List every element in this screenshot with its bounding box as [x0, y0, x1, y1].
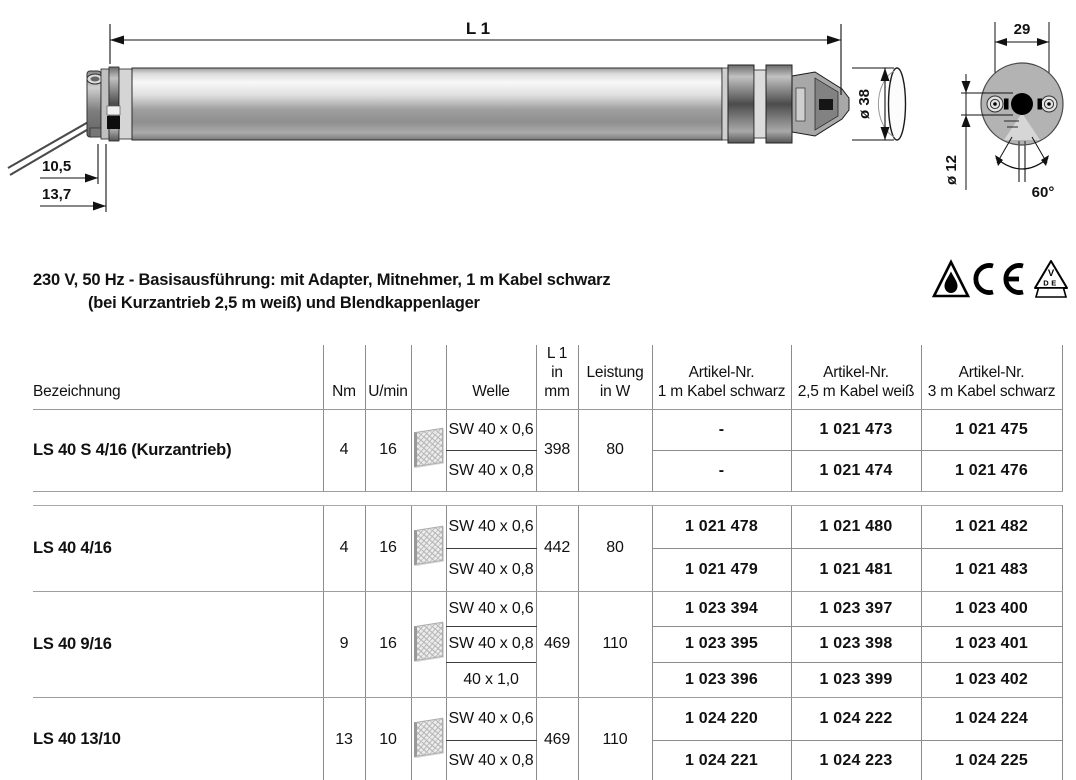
col-header-artikel-3m: Artikel-Nr. 3 m Kabel schwarz: [921, 345, 1062, 409]
motor-tube: [132, 68, 722, 140]
cell-welle: SW 40 x 0,6: [446, 409, 536, 450]
motor-side-view: [87, 65, 906, 143]
cell-artikel-1m: -: [652, 409, 791, 450]
dimension-cable-offsets: [40, 144, 106, 212]
roller-shutter-icon: [414, 526, 443, 566]
cell-artikel-1m: 1 024 221: [652, 740, 791, 780]
svg-text:ø 38: ø 38: [856, 88, 873, 120]
screw-hole: [987, 96, 1003, 112]
table-standard: [33, 505, 1063, 780]
cell-artikel-2-5m: 1 023 399: [791, 662, 921, 697]
cell-welle: SW 40 x 0,8: [446, 450, 536, 491]
dimension-tube-diameter: [852, 68, 894, 140]
roller-shutter-icon: [414, 428, 443, 468]
product-tables: [33, 345, 1062, 780]
cell-artikel-2-5m: 1 021 481: [791, 548, 921, 591]
table-row: [33, 591, 1062, 626]
dimension-angle-60: [995, 137, 1054, 201]
cell-artikel-3m: 1 021 475: [921, 409, 1062, 450]
cell-artikel-1m: 1 023 395: [652, 626, 791, 662]
col-header-artikel-2-5m: Artikel-Nr. 2,5 m Kabel weiß: [791, 345, 921, 409]
cell-artikel-1m: 1 024 220: [652, 697, 791, 740]
svg-text:29: 29: [1013, 21, 1031, 38]
cell-icon: [411, 591, 446, 697]
cell-artikel-1m: 1 021 479: [652, 548, 791, 591]
screw-hole: [1041, 96, 1057, 112]
col-header-leistung: Leistung in W: [578, 345, 652, 409]
cell-welle: SW 40 x 0,8: [446, 626, 536, 662]
spec-intro-line1: 230 V, 50 Hz - Basisausführung: mit Adapter, Mitnehmer, 1 m Kabel schwarz: [33, 271, 611, 289]
cell-artikel-1m: 1 021 478: [652, 505, 791, 548]
svg-text:10,5: 10,5: [42, 158, 72, 175]
cell-l1: 469: [536, 591, 578, 697]
cell-artikel-2-5m: 1 021 474: [791, 450, 921, 491]
cell-artikel-3m: 1 023 400: [921, 591, 1062, 626]
cell-bezeichnung: LS 40 9/16: [33, 591, 323, 697]
cell-bezeichnung: LS 40 4/16: [33, 505, 323, 591]
cell-artikel-3m: 1 023 402: [921, 662, 1062, 697]
cell-artikel-1m: 1 023 394: [652, 591, 791, 626]
table-row: [33, 409, 1062, 450]
cell-leistung: 80: [578, 409, 652, 491]
cell-welle: SW 40 x 0,6: [446, 591, 536, 626]
cell-artikel-2-5m: 1 021 473: [791, 409, 921, 450]
col-header-nm: Nm: [323, 345, 365, 409]
cell-artikel-3m: 1 024 224: [921, 697, 1062, 740]
col-header-welle: Welle: [446, 345, 536, 409]
svg-text:13,7: 13,7: [42, 186, 72, 203]
table-row: [33, 697, 1062, 740]
cell-artikel-2-5m: 1 024 222: [791, 697, 921, 740]
cell-artikel-2-5m: 1 024 223: [791, 740, 921, 780]
cell-icon: [411, 409, 446, 491]
cell-umin: 16: [365, 505, 411, 591]
certification-marks: [930, 257, 1070, 301]
col-header-l1: L 1 in mm: [536, 345, 578, 409]
cell-leistung: 110: [578, 591, 652, 697]
cell-welle: SW 40 x 0,8: [446, 548, 536, 591]
cell-bezeichnung: LS 40 13/10: [33, 697, 323, 780]
splash-water-protection-icon: [934, 262, 968, 296]
vde-mark-icon: [1035, 261, 1067, 297]
cell-l1: 469: [536, 697, 578, 780]
col-header-bezeichnung: Bezeichnung: [33, 345, 323, 409]
svg-text:L 1: L 1: [465, 19, 491, 38]
cell-nm: 4: [323, 505, 365, 591]
cell-nm: 9: [323, 591, 365, 697]
table-kurzantrieb: [33, 345, 1063, 492]
cell-welle: SW 40 x 0,6: [446, 697, 536, 740]
cell-bezeichnung: LS 40 S 4/16 (Kurzantrieb): [33, 409, 323, 491]
motor-end-view: [943, 21, 1063, 201]
svg-text:DE: DE: [1043, 278, 1059, 288]
adapter-ring: [889, 68, 906, 140]
ce-mark-icon: [976, 266, 1023, 293]
cell-artikel-2-5m: 1 023 397: [791, 591, 921, 626]
cell-artikel-2-5m: 1 021 480: [791, 505, 921, 548]
cell-icon: [411, 505, 446, 591]
roller-shutter-icon: [414, 622, 443, 662]
cell-welle: 40 x 1,0: [446, 662, 536, 697]
cell-umin: 16: [365, 591, 411, 697]
roller-shutter-icon: [414, 717, 443, 757]
cell-nm: 4: [323, 409, 365, 491]
cell-l1: 398: [536, 409, 578, 491]
cell-artikel-3m: 1 024 225: [921, 740, 1062, 780]
cell-artikel-1m: -: [652, 450, 791, 491]
svg-text:V: V: [1047, 268, 1055, 279]
spec-intro-line2: (bei Kurzantrieb 2,5 m weiß) und Blendkappenlager: [88, 294, 480, 312]
col-header-artikel-1m: Artikel-Nr. 1 m Kabel schwarz: [652, 345, 791, 409]
cell-artikel-3m: 1 021 482: [921, 505, 1062, 548]
cell-artikel-2-5m: 1 023 398: [791, 626, 921, 662]
shaft-center: [1011, 93, 1033, 115]
col-header-icon: [411, 345, 446, 409]
header-row: [33, 345, 1062, 409]
cell-welle: SW 40 x 0,6: [446, 505, 536, 548]
svg-text:60°: 60°: [1031, 184, 1055, 201]
cell-leistung: 80: [578, 505, 652, 591]
cell-icon: [411, 697, 446, 780]
cell-umin: 16: [365, 409, 411, 491]
cell-artikel-3m: 1 021 483: [921, 548, 1062, 591]
col-header-umin: U/min: [365, 345, 411, 409]
cell-leistung: 110: [578, 697, 652, 780]
cell-artikel-3m: 1 023 401: [921, 626, 1062, 662]
motor-technical-drawing: [0, 0, 1076, 232]
cell-nm: 13: [323, 697, 365, 780]
cell-artikel-3m: 1 021 476: [921, 450, 1062, 491]
svg-text:ø 12: ø 12: [943, 154, 960, 186]
table-row: [33, 505, 1062, 548]
cell-welle: SW 40 x 0,8: [446, 740, 536, 780]
cell-umin: 10: [365, 697, 411, 780]
cell-l1: 442: [536, 505, 578, 591]
cell-artikel-1m: 1 023 396: [652, 662, 791, 697]
